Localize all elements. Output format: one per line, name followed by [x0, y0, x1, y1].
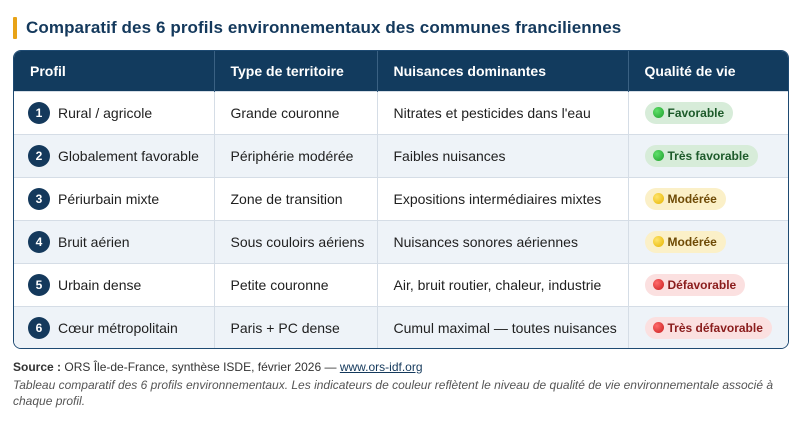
quality-badge	[645, 317, 772, 339]
cell-nuisances: Expositions intermédiaires mixtes	[377, 177, 628, 220]
table-row	[14, 134, 789, 177]
status-dot-icon	[653, 236, 664, 247]
cell-territoire: Paris + PC dense	[214, 306, 377, 349]
cell-territoire: Petite couronne	[214, 263, 377, 306]
cell-profil	[14, 134, 214, 177]
table-caption: Tableau comparatif des 6 profils environnementaux. Les indicateurs de couleur reflètent le niveau de qualité de vie environnementale associé à chaque profil.	[13, 378, 774, 408]
source-line	[13, 360, 423, 374]
table-row	[14, 306, 789, 349]
table-row	[14, 220, 789, 263]
cell-qualite	[628, 134, 789, 177]
cell-profil	[14, 177, 214, 220]
profile-number-badge: 1	[28, 102, 50, 124]
quality-badge	[645, 102, 734, 124]
page-title: Comparatif des 6 profils environnementaux des communes franciliennes	[26, 18, 622, 37]
quality-label: Favorable	[667, 105, 725, 120]
cell-profil	[14, 263, 214, 306]
quality-badge	[645, 188, 726, 210]
cell-territoire: Périphérie modérée	[214, 134, 377, 177]
quality-label: Défavorable	[667, 277, 737, 292]
table-row	[14, 263, 789, 306]
profile-name: Bruit aérien	[58, 233, 130, 250]
source-label: Source :	[13, 360, 62, 374]
comparison-table-card	[13, 50, 789, 349]
table-row	[14, 177, 789, 220]
cell-nuisances: Cumul maximal — toutes nuisances	[377, 306, 628, 349]
header-qualite: Qualité de vie	[644, 62, 736, 79]
status-dot-icon	[653, 322, 664, 333]
profile-number-badge: 2	[28, 145, 50, 167]
source-link[interactable]: www.ors-idf.org	[339, 360, 423, 374]
cell-nuisances: Air, bruit routier, chaleur, industrie	[377, 263, 628, 306]
quality-badge	[645, 274, 746, 296]
cell-qualite	[628, 220, 789, 263]
header-nuisances: Nuisances dominantes	[377, 51, 628, 91]
table-row	[14, 91, 789, 134]
profile-name: Cœur métropolitain	[58, 319, 178, 336]
status-dot-icon	[653, 107, 664, 118]
title-block	[13, 17, 621, 39]
cell-territoire: Zone de transition	[214, 177, 377, 220]
quality-label: Modérée	[667, 234, 717, 249]
quality-badge	[645, 145, 758, 167]
profile-name: Périurbain mixte	[58, 190, 160, 207]
status-dot-icon	[653, 150, 664, 161]
cell-profil	[14, 220, 214, 263]
profile-number-badge: 4	[28, 231, 50, 253]
profile-number-badge: 6	[28, 317, 50, 339]
cell-qualite	[628, 306, 789, 349]
profile-name: Urbain dense	[58, 276, 142, 293]
source-text: ORS Île-de-France, synthèse ISDE, février 2026 —	[64, 360, 337, 374]
header-territoire: Type de territoire	[214, 51, 377, 91]
quality-label: Très favorable	[667, 148, 749, 163]
cell-nuisances: Nitrates et pesticides dans l'eau	[377, 91, 628, 134]
cell-profil	[14, 306, 214, 349]
header-profil: Profil	[14, 51, 214, 91]
quality-label: Modérée	[667, 191, 717, 206]
cell-territoire: Sous couloirs aériens	[214, 220, 377, 263]
profile-name: Rural / agricole	[58, 104, 153, 121]
status-dot-icon	[653, 279, 664, 290]
cell-qualite	[628, 91, 789, 134]
cell-nuisances: Faibles nuisances	[377, 134, 628, 177]
quality-badge	[645, 231, 726, 253]
profile-number-badge: 5	[28, 274, 50, 296]
cell-territoire: Grande couronne	[214, 91, 377, 134]
table-header-row	[14, 51, 789, 91]
cell-qualite	[628, 177, 789, 220]
cell-qualite	[628, 263, 789, 306]
status-dot-icon	[653, 193, 664, 204]
profile-number-badge: 3	[28, 188, 50, 210]
comparison-table	[14, 51, 789, 349]
cell-profil	[14, 91, 214, 134]
quality-label: Très défavorable	[667, 320, 763, 335]
profile-name: Globalement favorable	[58, 147, 199, 164]
title-accent-bar	[13, 17, 17, 39]
cell-nuisances: Nuisances sonores aériennes	[377, 220, 628, 263]
